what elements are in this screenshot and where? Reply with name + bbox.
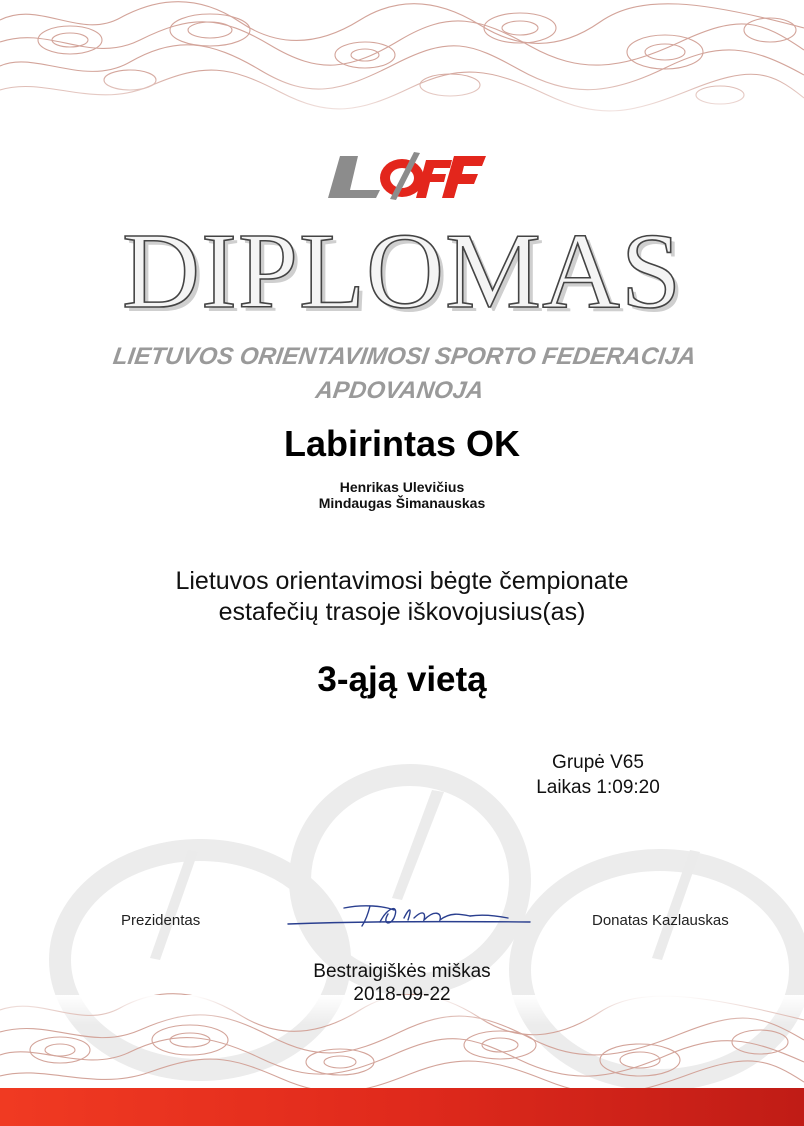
time-label: Laikas 1:09:20 (536, 777, 660, 798)
awards-text: APDOVANOJA (313, 377, 486, 404)
organization-name: LIETUVOS ORIENTAVIMOSI SPORTO FEDERACIJA (111, 343, 698, 370)
event-line: Lietuvos orientavimosi bėgte čempionate (175, 567, 629, 595)
location: Bestraigiškės miškas (313, 961, 491, 982)
event-line: estafečių trasoje iškovojusius(as) (218, 598, 586, 626)
diploma-title: DIPLOMAS (121, 212, 683, 331)
team-name: Labirintas OK (283, 423, 521, 464)
group-label: Grupė V65 (552, 752, 644, 773)
signer-role: Prezidentas (121, 912, 201, 929)
federation-logo (322, 152, 488, 202)
signature-image (284, 896, 534, 932)
bottom-red-bar (0, 1088, 804, 1126)
result-details (480, 750, 716, 800)
team-members (0, 479, 804, 511)
member-name: Mindaugas Šimanauskas (318, 495, 486, 511)
signer-name: Donatas Kazlauskas (592, 912, 729, 929)
placement: 3-ąją vietą (317, 660, 487, 699)
event-description (0, 566, 804, 628)
member-name: Henrikas Ulevičius (339, 479, 465, 495)
location-and-date (0, 960, 804, 1006)
awarding-organization (0, 340, 804, 408)
date: 2018-09-22 (353, 984, 451, 1005)
